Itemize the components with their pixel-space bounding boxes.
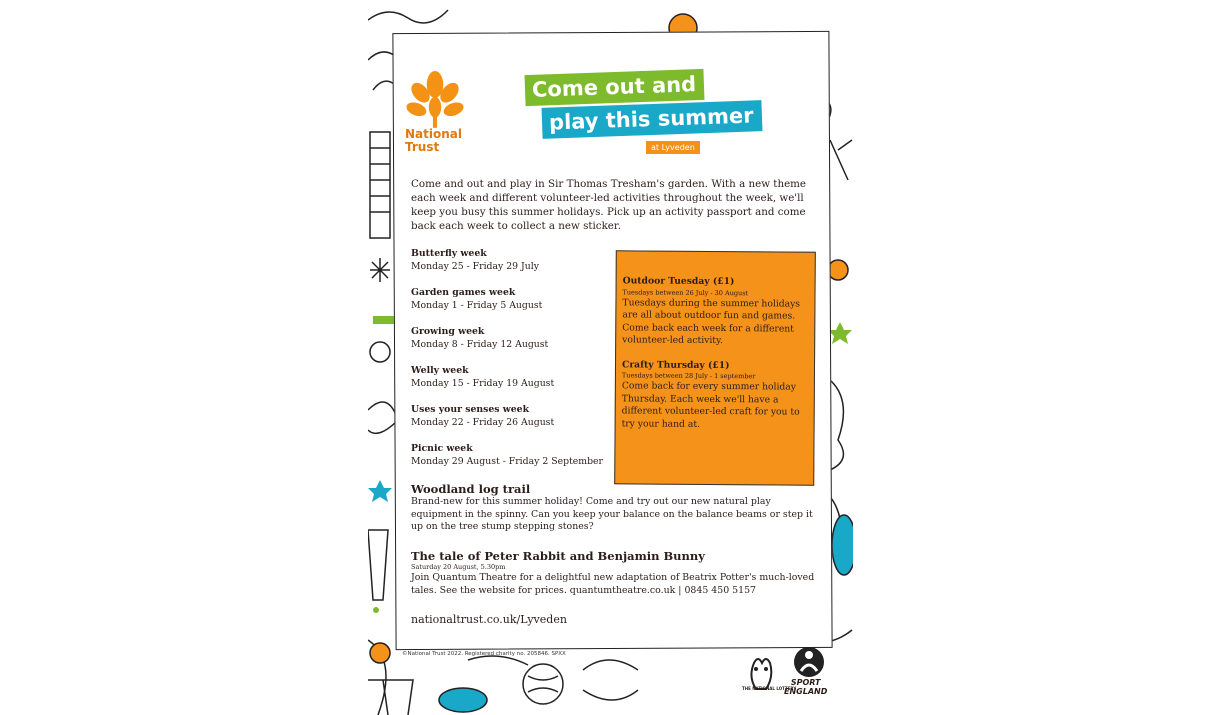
week-dates: Monday 1 - Friday 5 August — [411, 300, 543, 311]
week-dates: Monday 25 - Friday 29 July — [411, 261, 539, 272]
sport-line1: SPORT — [790, 678, 821, 687]
log-trail-title: Woodland log trail — [411, 482, 531, 496]
theatre-body: Join Quantum Theatre for a delightful new adaptation of Beatrix Potter's much-loved tales. See the website for prices. quantumtheatre.co.uk | 0845 450 5157 — [411, 572, 815, 596]
list-item — [411, 403, 611, 442]
week-dates: Monday 15 - Friday 19 August — [411, 378, 555, 389]
copyright-text: ©National Trust 2022. Registered charity no. 205846. SPXX — [402, 651, 566, 657]
sport-england-label — [784, 678, 827, 696]
crafty-title: Crafty Thursday (£1) — [621, 358, 730, 371]
venue-label: at Lyveden — [646, 141, 700, 154]
log-trail-body: Brand-new for this summer holiday! Come and try out our new natural play equipment in the spinny. Can you keep your balance on the balance beams or step it up on the tree stump stepping stones? — [411, 496, 813, 532]
national-trust-wordmark — [405, 128, 462, 154]
brand-line1: National — [405, 127, 462, 141]
brand-line2: Trust — [405, 140, 440, 154]
title-line1: Come out and — [525, 69, 705, 106]
week-title: Welly week — [411, 365, 469, 376]
crafty-body: Come back for every summer holiday Thursday. Each week we'll have a different volunteer-led craft for you to try your hand at. — [621, 380, 800, 430]
sport-england-icon — [792, 645, 826, 679]
lottery-label: THE NATIONAL LOTTERY — [742, 686, 797, 691]
list-item — [411, 364, 611, 403]
weekly-activities-box — [614, 250, 816, 485]
intro-paragraph: Come and out and play in Sir Thomas Tresham's garden. With a new theme each week and different volunteer-led activities throughout the week, we'll keep you busy this summer holidays. Pick up an activity passport and come back each week to collect a new sticker. — [411, 178, 807, 232]
week-title: Picnic week — [411, 443, 473, 454]
poster — [368, 0, 853, 715]
list-item — [411, 442, 611, 481]
week-title: Garden games week — [411, 287, 516, 298]
title-line2: play this summer — [542, 100, 763, 139]
weeks-list — [411, 247, 611, 481]
outdoor-body: Tuesdays during the summer holidays are all about outdoor fun and games. Come back each week for a different volunteer-led activity. — [622, 296, 801, 347]
theatre-date: Saturday 20 August, 5.30pm — [411, 563, 506, 571]
week-title: Growing week — [411, 326, 485, 337]
outdoor-title: Outdoor Tuesday (£1) — [622, 275, 735, 288]
outdoor-dates: Tuesdays between 26 July - 30 August — [622, 287, 749, 297]
list-item — [411, 325, 611, 364]
log-trail-section — [411, 482, 816, 534]
week-title: Uses your senses week — [411, 404, 530, 415]
website-link[interactable]: nationaltrust.co.uk/Lyveden — [411, 613, 567, 626]
list-item — [411, 247, 611, 286]
theatre-section — [411, 549, 816, 597]
sport-line2: ENGLAND — [784, 687, 828, 696]
list-item — [411, 286, 611, 325]
week-dates: Monday 8 - Friday 12 August — [411, 339, 549, 350]
week-dates: Monday 22 - Friday 26 August — [411, 417, 555, 428]
oak-leaf-logo-icon — [404, 70, 466, 130]
theatre-title: The tale of Peter Rabbit and Benjamin Bunny — [411, 549, 705, 563]
crafty-dates: Tuesdays between 28 July - 1 september — [621, 371, 756, 381]
week-dates: Monday 29 August - Friday 2 September — [411, 456, 604, 467]
week-title: Butterfly week — [411, 248, 487, 259]
